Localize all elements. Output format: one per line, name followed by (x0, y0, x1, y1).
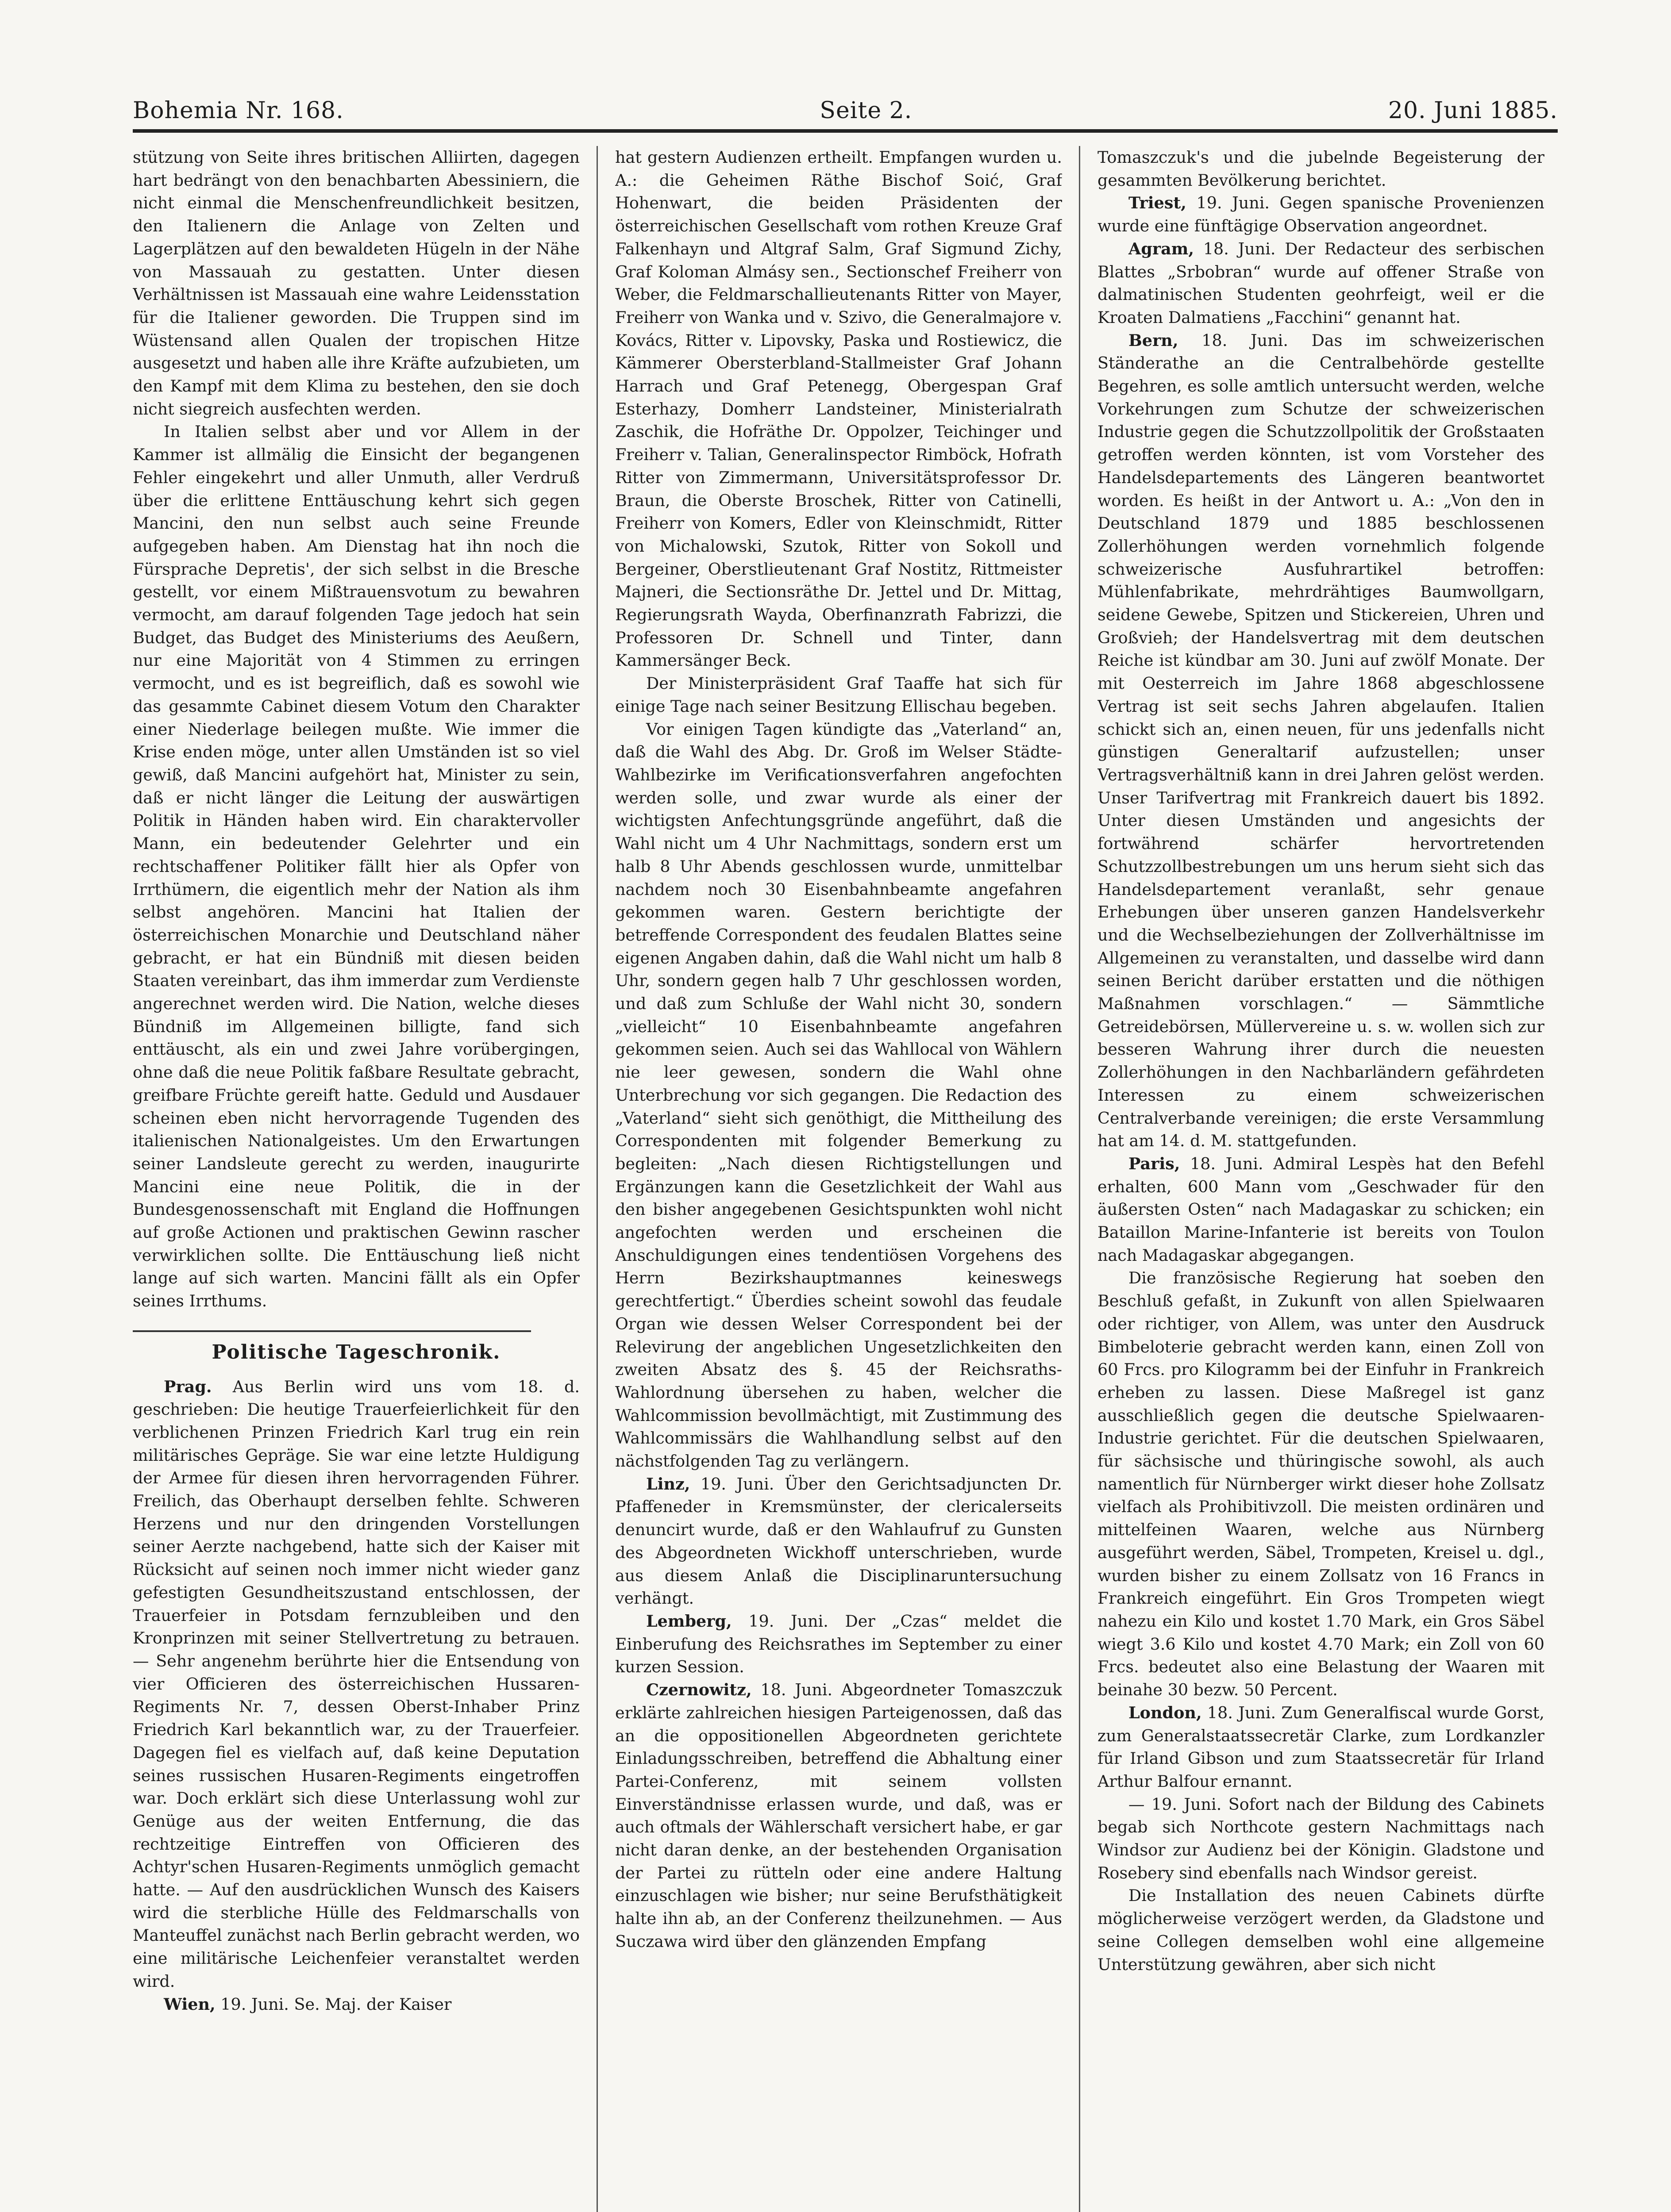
article-paragraph: stützung von Seite ihres britischen Alliirten, dagegen hart bedrängt von den benachbarten Abessiniern, die nicht einmal die Menschenfreundlichkeit besitzen, den Italienern die Anlage von Zelten und Lagerplätzen auf den bewaldeten Hügeln in der Nähe von Massauah zu gestatten. Unter diesen Verhältnissen ist Massauah eine wahre Leidensstation für die Italiener geworden. Die Truppen sind im Wüstensand allen Qualen der tropischen Hitze ausgesetzt und haben alle ihre Kräfte aufzubieten, um den Kampf mit dem Klima zu bestehen, den sie doch nicht siegreich ausfechten werden. (133, 148, 580, 419)
news-text: 18. Juni. Der Redacteur des serbischen Blattes „Srbobran“ wurde auf offener Straße von dalmatinischen Studenten geohrfeigt, weil er die Kroaten Dalmatiens „Facchini“ genannt hat. (1097, 239, 1544, 327)
dateline-place: London, (1128, 1703, 1202, 1722)
issue-date: 20. Juni 1885. (1388, 97, 1558, 124)
news-text: 18. Juni. Zum Generalfiscal wurde Gorst, zum Generalstaatssecretär Clarke, zum Lordkanzler für Irland Gibson und zum Staatssecretär für Irland Arthur Balfour ernannt. (1097, 1703, 1544, 1791)
news-item-prag (133, 1375, 580, 1993)
dateline-place: Prag. (164, 1377, 212, 1396)
newspaper-page (133, 80, 1558, 2212)
news-item-agram (1097, 238, 1544, 329)
article-paragraph: Die französische Regierung hat soeben den Beschluß gefaßt, in Zukunft von allen Spielwaaren oder richtiger, von Allem, was unter den Ausdruck Bimbeloterie gebracht werden kann, einen Zoll von 60 Frcs. pro Kilogramm bei der Einfuhr in Frankreich erheben zu lassen. Diese Maßregel ist ganz ausschließlich gegen die deutsche Spielwaaren-Industrie gerichtet. Für die deutschen Spielwaaren, für sächsische und thüringische sowohl, als auch namentlich für Nürnberger wirkt dieser hohe Zollsatz vielfach als Prohibitivzoll. Die meisten ordinären und mittelfeinen Waaren, welche aus Nürnberg ausgeführt werden, Säbel, Trompeten, Kreisel u. dgl., wurden bisher zu einem Zollsatz von 16 Francs in Frankreich eingeführt. Ein Gros Trompeten wiegt nahezu ein Kilo und kostet 1.70 Mark, ein Gros Säbel wiegt 3.6 Kilo und kostet 4.70 Mark; ein Zoll von 60 Frcs. bedeutet also eine Belastung der Waaren mit beinahe 30 bezw. 50 Percent. (1097, 1268, 1544, 1700)
news-text: 19. Juni. Se. Maj. der Kaiser (220, 1994, 452, 2014)
news-text: 18. Juni. Admiral Lespès hat den Befehl erhalten, 600 Mann vom „Geschwader für den äußersten Osten“ nach Madagaskar zu schicken; ein Bataillon Marine-Infanterie ist bereits von Toulon nach Madagaskar abgegangen. (1097, 1154, 1544, 1265)
news-item-london (1097, 1701, 1544, 1793)
news-item-czernowitz (615, 1678, 1062, 1953)
news-item-paris (1097, 1152, 1544, 1267)
column-1 (133, 146, 580, 2212)
news-item-wien (133, 1993, 580, 2016)
masthead-issue: Bohemia Nr. 168. (133, 97, 344, 124)
article-paragraph: hat gestern Audienzen ertheilt. Empfangen wurden u. A.: die Geheimen Räthe Bischof Soić, Graf Hohenwart, die beiden Präsidenten der österreichischen Gesellschaft vom rothen Kreuze Graf Falkenhayn und Altgraf Salm, Graf Sigmund Zichy, Graf Koloman Almásy sen., Sectionschef Freiherr von Weber, die Feldmarschallieutenants Ritter von Mayer, Freiherr von Wanka und v. Szivo, die Generalmajore v. Kovács, Ritter v. Lipovsky, Paska und Rostiewicz, die Kämmerer Obersterbland-Stallmeister Graf Johann Harrach und Graf Petenegg, Obergespan Graf Esterhazy, Domherr Landsteiner, Ministerialrath Zaschik, die Hofräthe Dr. Oppolzer, Teichinger und Freiherr v. Talian, Generalinspector Rimböck, Hofrath Ritter von Zimmermann, Universitätsprofessor Dr. Braun, die Oberste Broschek, Ritter von Catinelli, Freiherr von Komers, Edler von Kleinschmidt, Ritter von Michalowski, Szutok, Ritter von Sokoll und Bergeiner, Oberstlieutenant Graf Nostitz, Rittmeister Majneri, die Sectionsräthe Dr. Jettel und Dr. Mittag, Regierungsrath Wayda, Oberfinanzrath Fabrizzi, die Professoren Dr. Schnell und Tinter, dann Kammersänger Beck. (615, 148, 1062, 670)
news-text: 19. Juni. Gegen spanische Provenienzen wurde eine fünftägige Observation angeordnet. (1097, 193, 1544, 236)
column-divider (597, 146, 598, 2212)
news-text: 19. Juni. Der „Czas“ meldet die Einberufung des Reichsrathes im September zu einer kurzen Session. (615, 1612, 1062, 1677)
news-item-lemberg (615, 1610, 1062, 1678)
column-2 (615, 146, 1062, 2212)
article-paragraph: Vor einigen Tagen kündigte das „Vaterland“ an, daß die Wahl des Abg. Dr. Groß im Welser Städte-Wahlbezirke im Verificationsverfahren angefochten werden solle, und zwar wurde als einer der wichtigsten Anfechtungsgründe angeführt, daß die Wahl nicht um 4 Uhr Nachmittags, sondern erst um halb 8 Uhr Abends geschlossen wurde, unmittelbar nachdem noch 30 Eisenbahnbeamte angefahren gekommen waren. Gestern berichtigte der betreffende Correspondent des feudalen Blattes seine eigenen Angaben dahin, daß die Wahl nicht um halb 8 Uhr, sondern gegen halb 7 Uhr geschlossen worden, und daß zum Schluße der Wahl nicht 30, sondern „vielleicht“ 10 Eisenbahnbeamte angefahren gekommen seien. Auch sei das Wahllocal von Wählern nie leer gewesen, sondern die Wahl ohne Unterbrechung vor sich gegangen. Die Redaction des „Vaterland“ sieht sich genöthigt, die Mittheilung des Correspondenten mit folgender Bemerkung zu begleiten: „Nach diesen Richtigstellungen und Ergänzungen kann die Gesetzlichkeit der Wahl aus den bisher angegebenen Gesichtspunkten wohl nicht angefochten werden und erscheinen die Anschuldigungen eines tendentiösen Vorgehens des Herrn Bezirkshauptmannes keineswegs gerechtfertigt.“ Überdies scheint sowohl das feudale Organ wie dessen Welser Correspondent bei der Relevirung der angeblichen Ungesetzlichkeiten den zweiten Absatz des §. 45 der Reichsraths-Wahlordnung übersehen zu haben, welcher die Wahlcommission bevollmächtigt, mit Zustimmung des Wahlcommissärs die Wahlhandlung selbst auf den nächstfolgenden Tag zu verlängern. (615, 719, 1062, 1471)
news-text: 18. Juni. Abgeordneter Tomaszczuk erklärte zahlreichen hiesigen Parteigenossen, daß das an die oppositionellen Abgeordneten gerichtete Einladungsschreiben, betreffend die Abhaltung einer Partei-Conferenz, mit seinem vollsten Einverständnisse erlassen wurde, und daß, was er auch oftmals der Wählerschaft versichert habe, er gar nicht daran denke, an der bestehenden Organisation der Partei zu rütteln oder eine andere Haltung einzuschlagen wie bisher; nur seine Berufsthätigkeit halte ihn ab, an der Conferenz theilzunehmen. — Aus Suczawa wird über den glänzenden Empfang (615, 1680, 1062, 1951)
column-3 (1097, 146, 1544, 2212)
article-paragraph: Die Installation des neuen Cabinets dürfte möglicherweise verzögert werden, da Gladstone und seine Collegen demselben wohl eine allgemeine Unterstützung gewähren, aber sich nicht (1097, 1886, 1544, 1974)
header-rule (133, 129, 1558, 133)
page-header (133, 80, 1558, 124)
dateline-place: Czernowitz, (646, 1680, 752, 1700)
dateline-place: Linz, (646, 1474, 690, 1494)
news-item-triest (1097, 192, 1544, 237)
dateline-place: Wien, (164, 1994, 216, 2014)
page-number: Seite 2. (820, 97, 913, 124)
news-item-bern (1097, 329, 1544, 1152)
section-divider (133, 1330, 531, 1332)
dateline-place: Lemberg, (646, 1612, 732, 1631)
article-paragraph: Tomaszczuk's und die jubelnde Begeisterung der gesammten Bevölkerung berichtet. (1097, 148, 1544, 190)
news-text: 19. Juni. Über den Gerichtsadjuncten Dr. Pfaffeneder in Kremsmünster, der clericalerseits denuncirt wurde, daß er den Wahlaufruf zu Gunsten des Abgeordneten Wickhoff unterschrieben, wurde aus diesem Anlaß die Disciplinaruntersuchung verhängt. (615, 1474, 1062, 1608)
dateline-place: Bern, (1128, 330, 1178, 350)
news-item-linz (615, 1473, 1062, 1610)
news-item-london-2: — 19. Juni. Sofort nach der Bildung des Cabinets begab sich Northcote gestern Nachmittags nach Windsor zur Audienz bei der Königin. Gladstone und Rosebery sind ebenfalls nach Windsor gereist. (1097, 1794, 1544, 1882)
news-text: 18. Juni. Das im schweizerischen Ständerathe an die Centralbehörde gestellte Begehren, es solle amtlich untersucht werden, welche Vorkehrungen zum Schutze der schweizerischen Industrie gegen die Schutzzollpolitik der Großstaaten getroffen werden könnten, ist vom Vorsteher des Handelsdepartements des Längeren beantwortet worden. Es heißt in der Antwort u. A.: „Von den in Deutschland 1879 und 1885 beschlossenen Zollerhöhungen werden vornehmlich folgende schweizerische Ausfuhrartikel betroffen: Mühlenfabrikate, mehrdrähtiges Baumwollgarn, seidene Gewebe, Spitzen und Stickereien, Uhren und Großvieh; der Handelsvertrag mit dem deutschen Reiche ist kündbar am 30. Juni auf zwölf Monate. Der mit Oesterreich im Jahre 1868 abgeschlossene Vertrag ist seit sechs Jahren abgelaufen. Italien schickt sich an, einen neuen, für uns jedenfalls nicht günstigen Generaltarif aufzustellen; unser Vertragsverhältniß kann in drei Jahren gelöst werden. Unser Tarifvertrag mit Frankreich dauert bis 1892. Unter diesen Umständen und angesichts der fortwährend schärfer hervortretenden Schutzzollbestrebungen um uns herum sieht sich das Handelsdepartement veranlaßt, sehr genaue Erhebungen über unseren ganzen Handelsverkehr und die Wechselbeziehungen der Zollverhältnisse im Allgemeinen zu veranstalten, und dasselbe wird dann seinen Bericht darüber erstatten und die nöthigen Maßnahmen vorschlagen.“ — Sämmtliche Getreidebörsen, Müllervereine u. s. w. wollen sich zur besseren Wahrung ihrer durch die neuesten Zollerhöhungen in den Nachbarländern gefährdeten Interessen zu einem schweizerischen Centralverbande vereinigen; die erste Versammlung hat am 14. d. M. stattgefunden. (1097, 330, 1544, 1151)
section-title: Politische Tageschronik. (212, 1340, 501, 1363)
dateline-place: Triest, (1128, 193, 1186, 213)
column-divider (1079, 146, 1080, 2212)
dateline-place: Paris, (1128, 1154, 1180, 1173)
article-paragraph: In Italien selbst aber und vor Allem in der Kammer ist allmälig die Einsicht der begangenen Fehler eingekehrt und aller Unmuth, aller Verdruß über die erlittene Enttäuschung kehrt sich gegen Mancini, den nun selbst auch seine Freunde aufgegeben haben. Am Dienstag hat ihn noch die Fürsprache Depretis', der sich selbst in die Bresche gestellt, vor einem Mißtrauensvotum zu bewahren vermocht, am darauf folgenden Tage jedoch hat sein Budget, das Budget des Ministeriums des Aeußern, nur eine Majorität von 4 Stimmen zu erringen vermocht, und es ist begreiflich, daß es sowohl wie das gesammte Cabinet diesem Votum den Charakter einer Niederlage beilegen mußte. Wie immer die Krise enden möge, unter allen Umständen ist so viel gewiß, daß Mancini aufgehört hat, Minister zu sein, daß er nicht länger die Leitung der auswärtigen Politik in Händen haben wird. Ein charaktervoller Mann, ein bedeutender Gelehrter und ein rechtschaffener Politiker fällt hier als Opfer von Irrthümern, die eigentlich mehr der Nation als ihm selbst angehören. Mancini hat Italien der österreichischen Monarchie und Deutschland näher gebracht, er hat ein Bündniß mit diesen beiden Staaten vereinbart, das ihm immerdar zum Verdienste angerechnet werden wird. Die Nation, welche dieses Bündniß im Allgemeinen billigte, fand sich enttäuscht, als ein und zwei Jahre vorübergingen, ohne daß die neue Politik faßbare Resultate gebracht, greifbare Früchte gereift hatte. Geduld und Ausdauer scheinen eben nicht hervorragende Tugenden des italienischen Nationalgeistes. Um den Erwartungen seiner Landsleute gerecht zu werden, inaugurirte Mancini eine neue Politik, die in der Bundesgenossenschaft mit England die Hoffnungen auf große Actionen und praktischen Gewinn rascher verwirklichen sollte. Die Enttäuschung ließ nicht lange auf sich warten. Mancini fällt als ein Opfer seines Irrthums. (133, 422, 580, 1311)
article-paragraph: Der Ministerpräsident Graf Taaffe hat sich für einige Tage nach seiner Besitzung Ellischau begeben. (615, 674, 1062, 716)
dateline-place: Agram, (1128, 239, 1194, 258)
news-text: Aus Berlin wird uns vom 18. d. geschrieben: Die heutige Trauerfeierlichkeit für den verblichenen Prinzen Friedrich Karl trug ein rein militärisches Gepräge. Sie war eine letzte Huldigung der Armee für diesen ihren hervorragenden Führer. Freilich, das Oberhaupt derselben fehlte. Schweren Herzens und nur den dringenden Vorstellungen seiner Aerzte nachgebend, hatte sich der Kaiser mit Rücksicht auf seinen noch immer nicht wieder ganz gefestigten Gesundheitszustand entschlossen, der Trauerfeier in Potsdam fernzubleiben und den Kronprinzen mit seiner Stellvertretung zu betrauen. — Sehr angenehm berührte hier die Entsendung von vier Officieren des österreichischen Hussaren-Regiments Nr. 7, dessen Oberst-Inhaber Prinz Friedrich Karl bekanntlich war, zu der Trauerfeier. Dagegen fiel es vielfach auf, daß keine Deputation seines russischen Husaren-Regiments eingetroffen war. Doch erklärt sich diese Unterlassung wohl zur Genüge aus der weiten Entfernung, die das rechtzeitige Eintreffen von Officieren des Achtyr'schen Husaren-Regiments unmöglich gemacht hatte. — Auf den ausdrücklichen Wunsch des Kaisers wird die sterbliche Hülle des Feldmarschalls von Manteuffel zunächst nach Berlin gebracht werden, wo eine militärische Leichenfeier veranstaltet werden wird. (133, 1377, 580, 1991)
